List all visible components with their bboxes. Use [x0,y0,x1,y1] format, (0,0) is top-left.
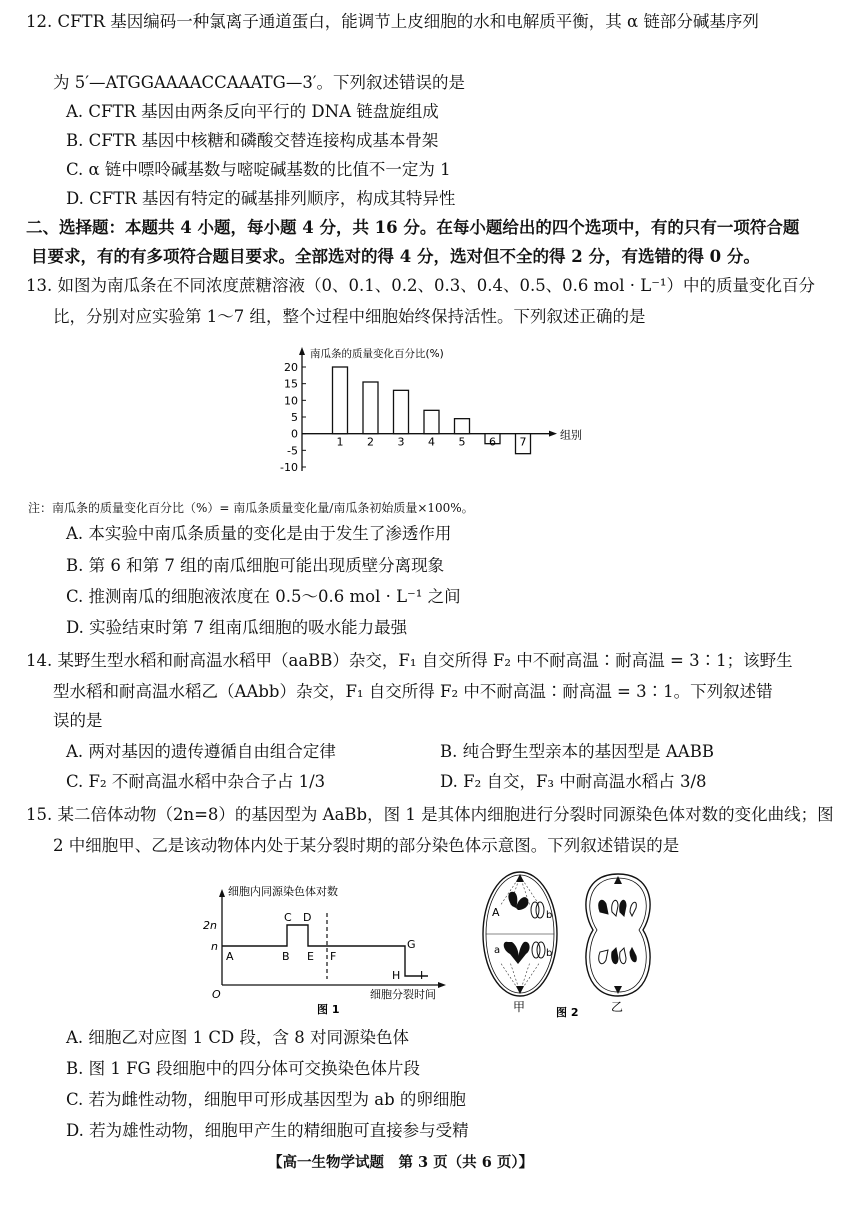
chart-category-label: 4 [428,435,435,449]
chart-bar [333,367,348,434]
section2-instructions-line2: 目要求，有的有多项符合题目要求。全部选对的得 4 分，选对但不全的得 2 分，有选错的得 0 分。 [31,247,760,266]
page-footer: 【高一生物学试题 第 3 页（共 6 页）】 [268,1154,534,1171]
fig1-y-tick-n: n [211,940,218,953]
chart-y-tick-label: -10 [280,461,298,474]
q12-option-d: D. CFTR 基因有特定的碱基排列顺序，构成其特异性 [66,189,456,208]
chart-y-axis-arrow [299,347,305,355]
fig1-y-axis-label: 细胞内同源染色体对数 [228,885,338,898]
q12-option-a: A. CFTR 基因由两条反向平行的 DNA 链盘旋组成 [66,102,439,121]
cell-jia-gene-b-upper: b [546,910,553,921]
fig1-point-f: F [330,950,337,963]
chart-x-axis-arrow [549,431,557,437]
chart-y-tick-label: 10 [284,394,298,408]
fig1-x-axis-arrow [438,982,446,988]
q14-option-c: C. F₂ 不耐高温水稻中杂合子占 1/3 [66,772,326,791]
fig1-point-d: D [303,911,312,924]
fig1-point-h: H [392,969,401,982]
chart-bar [363,382,378,434]
q13-note: 注：南瓜条的质量变化百分比（%）= 南瓜条质量变化量/南瓜条初始质量×100%。 [28,501,474,515]
q15-option-a: A. 细胞乙对应图 1 CD 段，含 8 对同源染色体 [66,1028,409,1047]
chart-y-tick-label: 15 [284,377,298,391]
q14-option-d: D. F₂ 自交，F₃ 中耐高温水稻占 3/8 [440,772,707,791]
chart-category-label: 5 [458,435,466,449]
fig1-x-axis-label: 细胞分裂时间 [370,988,436,1001]
fig1-y-tick-2n: 2n [203,919,217,932]
chart-y-axis-label: 南瓜条的质量变化百分比(%) [310,348,444,360]
cell-jia-gene-b-lower: b [546,948,553,959]
q15-option-d: D. 若为雄性动物，细胞甲产生的精细胞可直接参与受精 [66,1121,469,1140]
chart-bar [424,410,439,433]
chart-category-label: 7 [519,435,527,449]
cell-jia-label: 甲 [513,1000,526,1014]
fig1-point-e: E [307,950,314,963]
fig1-point-c: C [284,911,292,924]
q15-option-b: B. 图 1 FG 段细胞中的四分体可交换染色体片段 [66,1059,420,1078]
q15-option-c: C. 若为雌性动物，细胞甲可形成基因型为 ab 的卵细胞 [66,1090,466,1109]
fig1-y-axis-arrow [219,889,225,897]
q12-option-c: C. α 链中嘌呤碱基数与嘧啶碱基数的比值不一定为 1 [66,160,451,179]
q14-stem-line1: 14. 某野生型水稻和耐高温水稻甲（aaBB）杂交，F₁ 自交所得 F₂ 中不耐高温∶耐高温 = 3∶1；该野生 [26,651,793,670]
chart-y-tick-label: 20 [284,361,298,374]
cell-jia [483,872,557,996]
fig1-point-a: A [226,950,234,963]
q14-option-b: B. 纯合野生型亲本的基因型是 AABB [440,742,714,761]
q13-bar-chart [280,345,580,485]
q15-figure2-cells [478,868,688,1018]
cell-yi [586,874,650,996]
q12-stem-line1: 12. CFTR 基因编码一种氯离子通道蛋白，能调节上皮细胞的水和电解质平衡，其 α 链部分碱基序列 [26,12,759,31]
fig1-point-b: B [282,950,290,963]
cell-jia-gene-a-lower: a [494,945,501,956]
q13-option-c: C. 推测南瓜的细胞液浓度在 0.5～0.6 mol · L⁻¹ 之间 [66,587,461,606]
fig1-point-i: I [420,969,424,982]
chart-category-label: 1 [336,435,344,449]
chart-bar [394,390,409,433]
q13-option-d: D. 实验结束时第 7 组南瓜细胞的吸水能力最强 [66,618,408,637]
chart-y-tick-label: 0 [291,427,298,441]
section2-instructions-line1: 二、选择题：本题共 4 小题，每小题 4 分，共 16 分。在每小题给出的四个选项中，有的只有一项符合题 [26,218,800,237]
chart-category-label: 6 [489,435,496,449]
chart-y-tick-label: -5 [287,444,298,458]
q15-figure1-line-graph [200,885,460,1016]
q13-stem-line2: 比，分别对应实验第 1～7 组，整个过程中细胞始终保持活性。下列叙述正确的是 [53,307,646,326]
q13-stem-line1: 13. 如图为南瓜条在不同浓度蔗糖溶液（0、0.1、0.2、0.3、0.4、0.5、0.6 mol · L⁻¹）中的质量变化百分 [26,276,816,295]
cell-yi-label: 乙 [611,1000,624,1014]
q12-stem-line2: 为 5′—ATGGAAAACCAAATG—3′。下列叙述错误的是 [53,73,466,92]
chart-bar [455,419,470,434]
fig1-caption: 图 1 [317,1003,340,1016]
q14-option-a: A. 两对基因的遗传遵循自由组合定律 [66,742,336,761]
chart-x-axis-label: 组别 [560,428,582,442]
q14-stem-line2: 型水稻和耐高温水稻乙（AAbb）杂交，F₁ 自交所得 F₂ 中不耐高温∶耐高温 = 3∶1。下列叙述错 [53,682,773,701]
q12-option-b: B. CFTR 基因中核糖和磷酸交替连接构成基本骨架 [66,131,439,150]
cell-jia-gene-a-upper: A [492,906,500,919]
q15-stem-line2: 2 中细胞甲、乙是该动物体内处于某分裂时期的部分染色体示意图。下列叙述错误的是 [53,836,680,855]
chart-category-label: 2 [367,435,374,449]
q13-option-b: B. 第 6 和第 7 组的南瓜细胞可能出现质壁分离现象 [66,556,445,575]
fig2-caption: 图 2 [556,1006,579,1019]
q15-stem-line1: 15. 某二倍体动物（2n=8）的基因型为 AaBb，图 1 是其体内细胞进行分裂时同源染色体对数的变化曲线；图 [26,805,834,824]
q13-option-a: A. 本实验中南瓜条质量的变化是由于发生了渗透作用 [66,524,452,543]
chart-y-tick-label: 5 [291,411,298,424]
chart-category-label: 3 [397,435,405,449]
fig1-point-g: G [407,938,416,951]
q14-stem-line3: 误的是 [53,711,103,730]
fig1-origin: O [212,988,221,1001]
